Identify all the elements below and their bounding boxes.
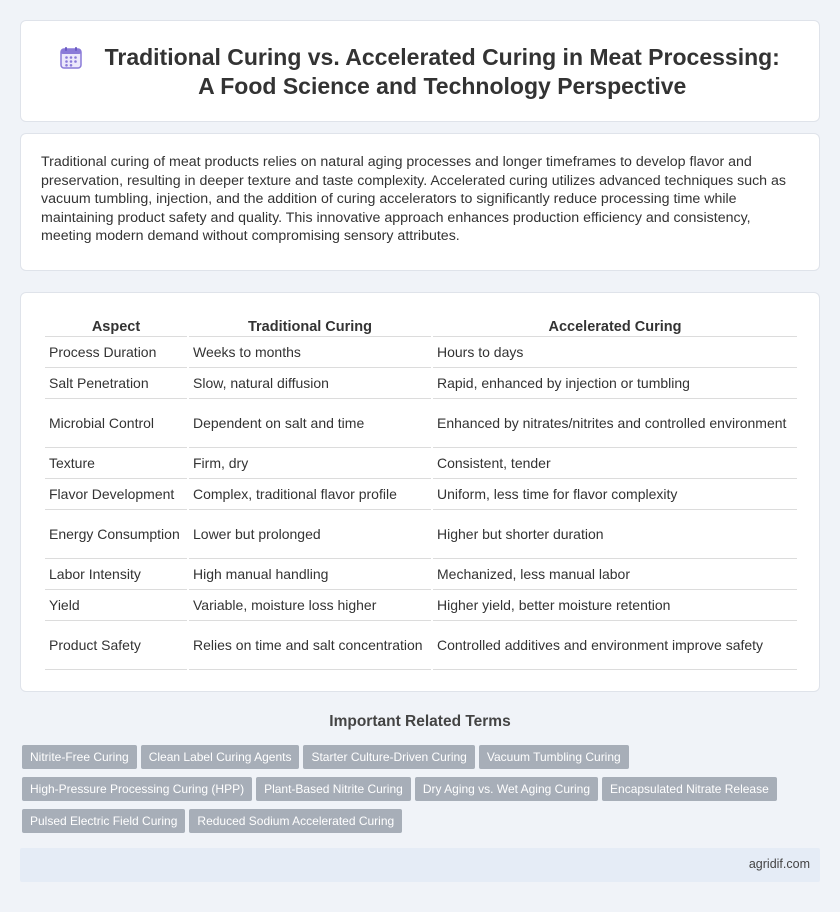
tag-nitrite-free-curing[interactable]: Nitrite-Free Curing [22,745,137,769]
table-cell-accelerated: Higher yield, better moisture retention [433,590,797,621]
table-cell-accelerated: Controlled additives and environment improve safety [433,621,797,670]
table-row [45,590,797,621]
table-row [45,510,797,559]
page-title: Traditional Curing vs. Accelerated Curing in Meat Processing: A Food Science and Technology Perspective [104,44,780,99]
tag-reduced-sodium-accelerated-curing[interactable]: Reduced Sodium Accelerated Curing [189,809,402,833]
table-cell-accelerated: Higher but shorter duration [433,510,797,559]
header-card [20,20,820,122]
intro-paragraph: Traditional curing of meat products relies on natural aging processes and longer timeframes to develop flavor and preservation, resulting in deeper texture and taste complexity. Accelerated curing utilizes advanced techniques such as vacuum tumbling, injection, and the addition of curing accelerators to significantly reduce processing time while maintaining product safety and quality. This innovative approach enhances production efficiency and consistency, meeting modern demand without compromising sensory attributes. [41,154,787,245]
table-cell-traditional: Slow, natural diffusion [189,368,431,399]
table-cell-aspect: Labor Intensity [45,559,187,590]
tag-pulsed-electric-field-curing[interactable]: Pulsed Electric Field Curing [22,809,185,833]
column-header-aspect: Aspect [45,315,187,337]
tag-clean-label-curing-agents[interactable]: Clean Label Curing Agents [141,745,300,769]
tag-dry-vs-wet-aging-curing[interactable]: Dry Aging vs. Wet Aging Curing [415,777,598,801]
table-row [45,399,797,448]
comparison-table [43,315,799,670]
calendar-grid-icon [58,45,84,71]
table-cell-aspect: Process Duration [45,337,187,368]
table-row [45,559,797,590]
table-cell-aspect: Texture [45,448,187,479]
comparison-table-card [20,292,820,692]
table-cell-aspect: Energy Consumption [45,510,187,559]
tag-row [22,745,802,777]
title-row [21,43,819,101]
related-terms-list [22,745,802,841]
table-row [45,448,797,479]
tag-plant-based-nitrite-curing[interactable]: Plant-Based Nitrite Curing [256,777,411,801]
table-cell-accelerated: Consistent, tender [433,448,797,479]
table-cell-traditional: Variable, moisture loss higher [189,590,431,621]
tag-row [22,777,802,809]
intro-card [20,133,820,271]
table-cell-traditional: High manual handling [189,559,431,590]
tag-high-pressure-processing-curing[interactable]: High-Pressure Processing Curing (HPP) [22,777,252,801]
column-header-accelerated: Accelerated Curing [433,315,797,337]
related-terms-heading: Important Related Terms [329,713,511,730]
tag-row [22,809,802,841]
table-cell-aspect: Product Safety [45,621,187,670]
footer [20,848,820,882]
table-cell-aspect: Flavor Development [45,479,187,510]
table-cell-accelerated: Enhanced by nitrates/nitrites and controlled environment [433,399,797,448]
tag-vacuum-tumbling-curing[interactable]: Vacuum Tumbling Curing [479,745,629,769]
table-cell-traditional: Weeks to months [189,337,431,368]
table-cell-traditional: Dependent on salt and time [189,399,431,448]
table-cell-accelerated: Uniform, less time for flavor complexity [433,479,797,510]
table-cell-aspect: Salt Penetration [45,368,187,399]
table-cell-aspect: Microbial Control [45,399,187,448]
table-row [45,337,797,368]
table-cell-accelerated: Mechanized, less manual labor [433,559,797,590]
table-cell-traditional: Firm, dry [189,448,431,479]
table-cell-traditional: Lower but prolonged [189,510,431,559]
table-cell-accelerated: Rapid, enhanced by injection or tumbling [433,368,797,399]
table-cell-accelerated: Hours to days [433,337,797,368]
column-header-traditional: Traditional Curing [189,315,431,337]
tag-starter-culture-driven-curing[interactable]: Starter Culture-Driven Curing [303,745,474,769]
table-row [45,621,797,670]
table-header-row [45,315,797,337]
table-cell-traditional: Complex, traditional flavor profile [189,479,431,510]
table-row [45,479,797,510]
table-cell-traditional: Relies on time and salt concentration [189,621,431,670]
table-cell-aspect: Yield [45,590,187,621]
tag-encapsulated-nitrate-release[interactable]: Encapsulated Nitrate Release [602,777,777,801]
footer-site-link[interactable]: agridif.com [748,857,810,871]
table-row [45,368,797,399]
